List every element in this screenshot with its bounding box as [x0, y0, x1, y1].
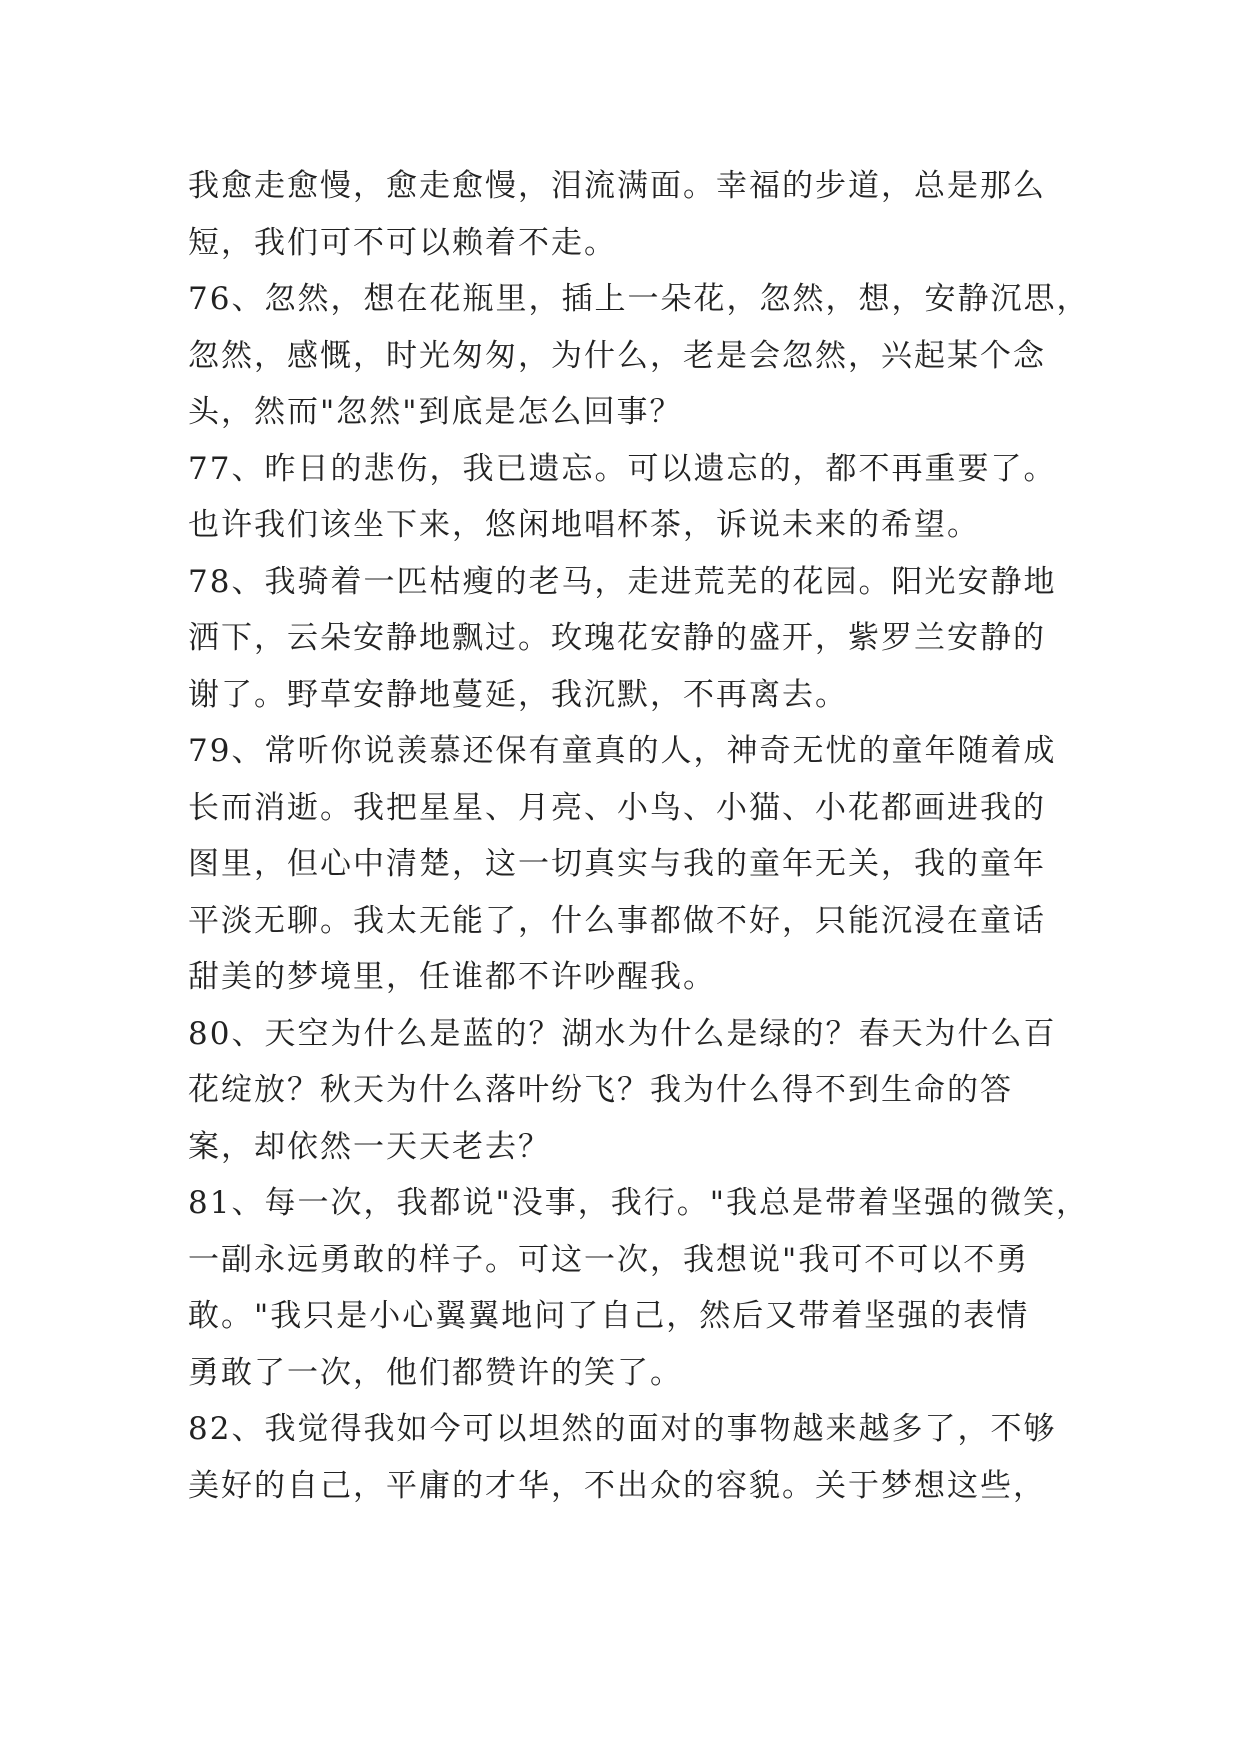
text-line: 谢了。野草安静地蔓延，我沉默，不再离去。 — [188, 676, 848, 713]
text-line: 81、每一次，我都说"没事，我行。"我总是带着坚强的微笑， — [188, 1185, 1089, 1221]
text-line: 洒下，云朵安静地飘过。玫瑰花安静的盛开，紫罗兰安静的 — [188, 620, 1046, 656]
text-line: 甜美的梦境里，任谁都不许吵醒我。 — [188, 959, 716, 995]
text-line: 77、昨日的悲伤，我已遗忘。可以遗忘的，都不再重要了。 — [188, 450, 1057, 487]
text-line: 花绽放？秋天为什么落叶纷飞？我为什么得不到生命的答 — [188, 1072, 1013, 1108]
text-line: 我愈走愈慢，愈走愈慢，泪流满面。幸福的步道，总是那么 — [188, 168, 1046, 204]
text-line: 短，我们可不可以赖着不走。 — [188, 224, 617, 261]
text-line: 79、常听你说羡慕还保有童真的人，神奇无忧的童年随着成 — [188, 733, 1057, 769]
text-line: 头，然而"忽然"到底是怎么回事？ — [188, 394, 683, 430]
text-line: 也许我们该坐下来，悠闲地唱杯茶，诉说未来的希望。 — [188, 507, 980, 543]
text-line: 平淡无聊。我太无能了，什么事都做不好，只能沉浸在童话 — [188, 902, 1046, 939]
text-line: 图里，但心中清楚，这一切真实与我的童年无关，我的童年 — [188, 846, 1046, 882]
text-line: 长而消逝。我把星星、月亮、小鸟、小猫、小花都画进我的 — [188, 789, 1046, 826]
text-line: 勇敢了一次，他们都赞许的笑了。 — [188, 1354, 683, 1391]
text-line: 一副永远勇敢的样子。可这一次，我想说"我可不可以不勇 — [188, 1241, 1030, 1278]
text-line: 80、天空为什么是蓝的？湖水为什么是绿的？春天为什么百 — [188, 1015, 1057, 1052]
text-line: 案，却依然一天天老去？ — [188, 1128, 551, 1165]
text-line: 82、我觉得我如今可以坦然的面对的事物越来越多了，不够 — [188, 1411, 1057, 1447]
document-body — [188, 158, 1090, 1514]
text-line: 美好的自己，平庸的才华，不出众的容貌。关于梦想这些， — [188, 1467, 1046, 1504]
text-line: 敢。"我只是小心翼翼地问了自己，然后又带着坚强的表情 — [188, 1298, 1030, 1334]
text-line: 78、我骑着一匹枯瘦的老马，走进荒芜的花园。阳光安静地 — [188, 563, 1057, 600]
text-line: 76、忽然，想在花瓶里，插上一朵花，忽然，想，安静沉思， — [188, 281, 1090, 317]
text-line: 忽然，感慨，时光匆匆，为什么，老是会忽然，兴起某个念 — [188, 337, 1046, 374]
